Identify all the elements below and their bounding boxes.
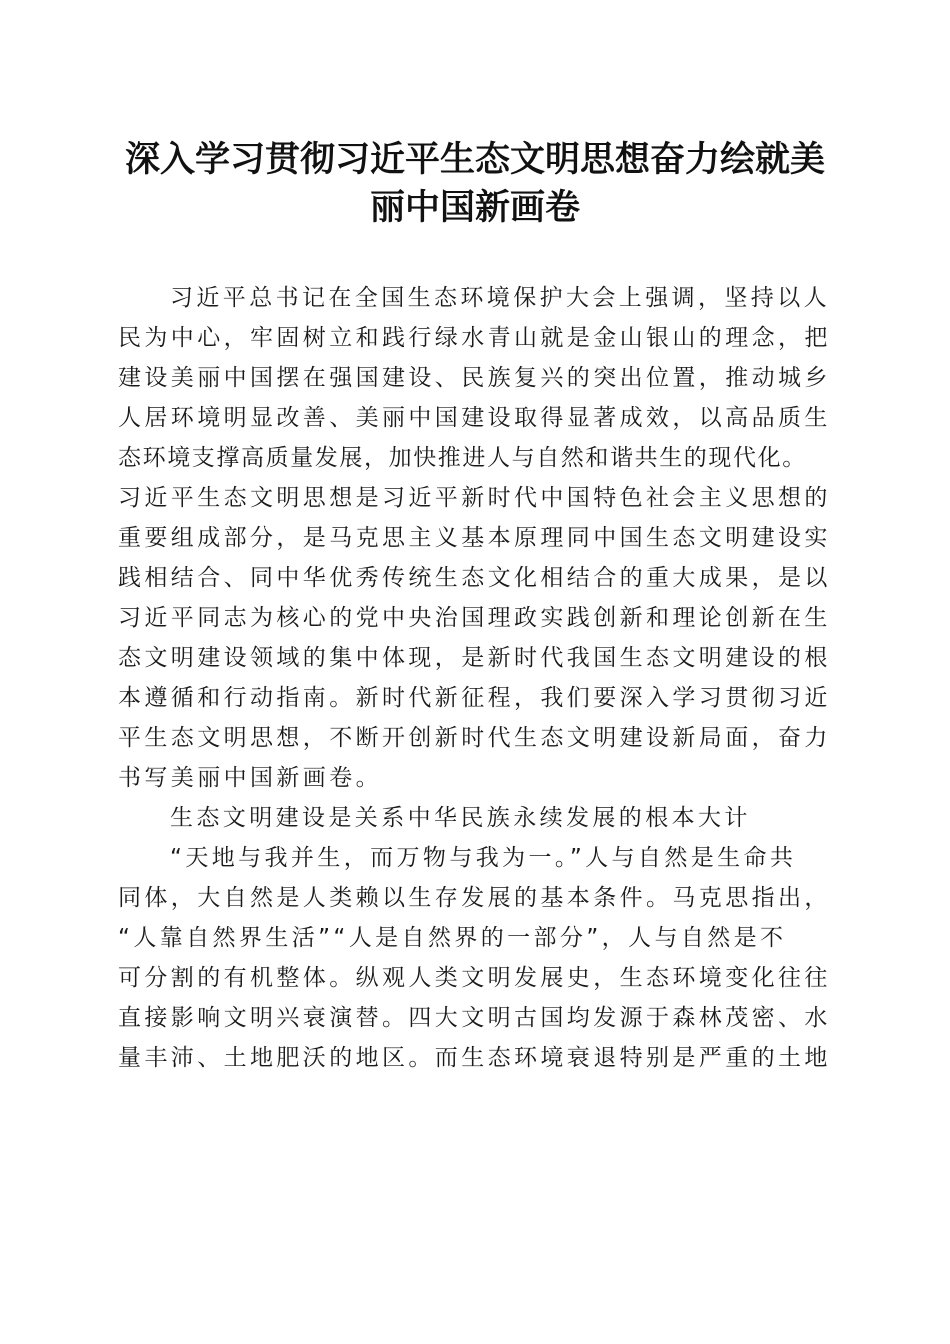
body-line: 量丰沛、土地肥沃的地区。而生态环境衰退特别是严重的土地 <box>118 1045 831 1071</box>
body-line: 直接影响文明兴衰演替。四大文明古国均发源于森林茂密、水 <box>118 1005 831 1031</box>
body-line: 可分割的有机整体。纵观人类文明发展史，生态环境变化往往 <box>118 965 831 991</box>
section-heading: 生态文明建设是关系中华民族永续发展的根本大计 <box>170 805 751 831</box>
document-body <box>118 278 834 1078</box>
body-line: 习近平总书记在全国生态环境保护大会上强调，坚持以人 <box>170 285 830 311</box>
body-line: “天地与我并生，而万物与我为一。”人与自然是生命共 <box>170 845 797 871</box>
body-line: 书写美丽中国新画卷。 <box>118 765 382 791</box>
body-line: 习近平生态文明思想是习近平新时代中国特色社会主义思想的 <box>118 485 831 511</box>
body-line: 本遵循和行动指南。新时代新征程，我们要深入学习贯彻习近 <box>118 685 831 711</box>
body-line: “人靠自然界生活”“人是自然界的一部分”，人与自然是不 <box>118 925 787 951</box>
body-line: 民为中心，牢固树立和践行绿水青山就是金山银山的理念，把 <box>118 325 831 351</box>
document-title <box>110 136 840 232</box>
body-line: 态环境支撑高质量发展，加快推进人与自然和谐共生的现代化。 <box>118 445 807 471</box>
title-line-1: 深入学习贯彻习近平生态文明思想奋力绘就美 <box>124 139 825 180</box>
body-line: 态文明建设领域的集中体现，是新时代我国生态文明建设的根 <box>118 645 831 671</box>
body-line: 平生态文明思想，不断开创新时代生态文明建设新局面，奋力 <box>118 725 831 751</box>
body-line: 践相结合、同中华优秀传统生态文化相结合的重大成果，是以 <box>118 565 831 591</box>
body-line: 重要组成部分，是马克思主义基本原理同中国生态文明建设实 <box>118 525 831 551</box>
title-line-2: 丽中国新画卷 <box>369 187 580 228</box>
body-line: 同体，大自然是人类赖以生存发展的基本条件。马克思指出， <box>118 885 831 911</box>
body-line: 建设美丽中国摆在强国建设、民族复兴的突出位置，推动城乡 <box>118 365 831 391</box>
body-line: 习近平同志为核心的党中央治国理政实践创新和理论创新在生 <box>118 605 831 631</box>
body-line: 人居环境明显改善、美丽中国建设取得显著成效，以高品质生 <box>118 405 831 431</box>
